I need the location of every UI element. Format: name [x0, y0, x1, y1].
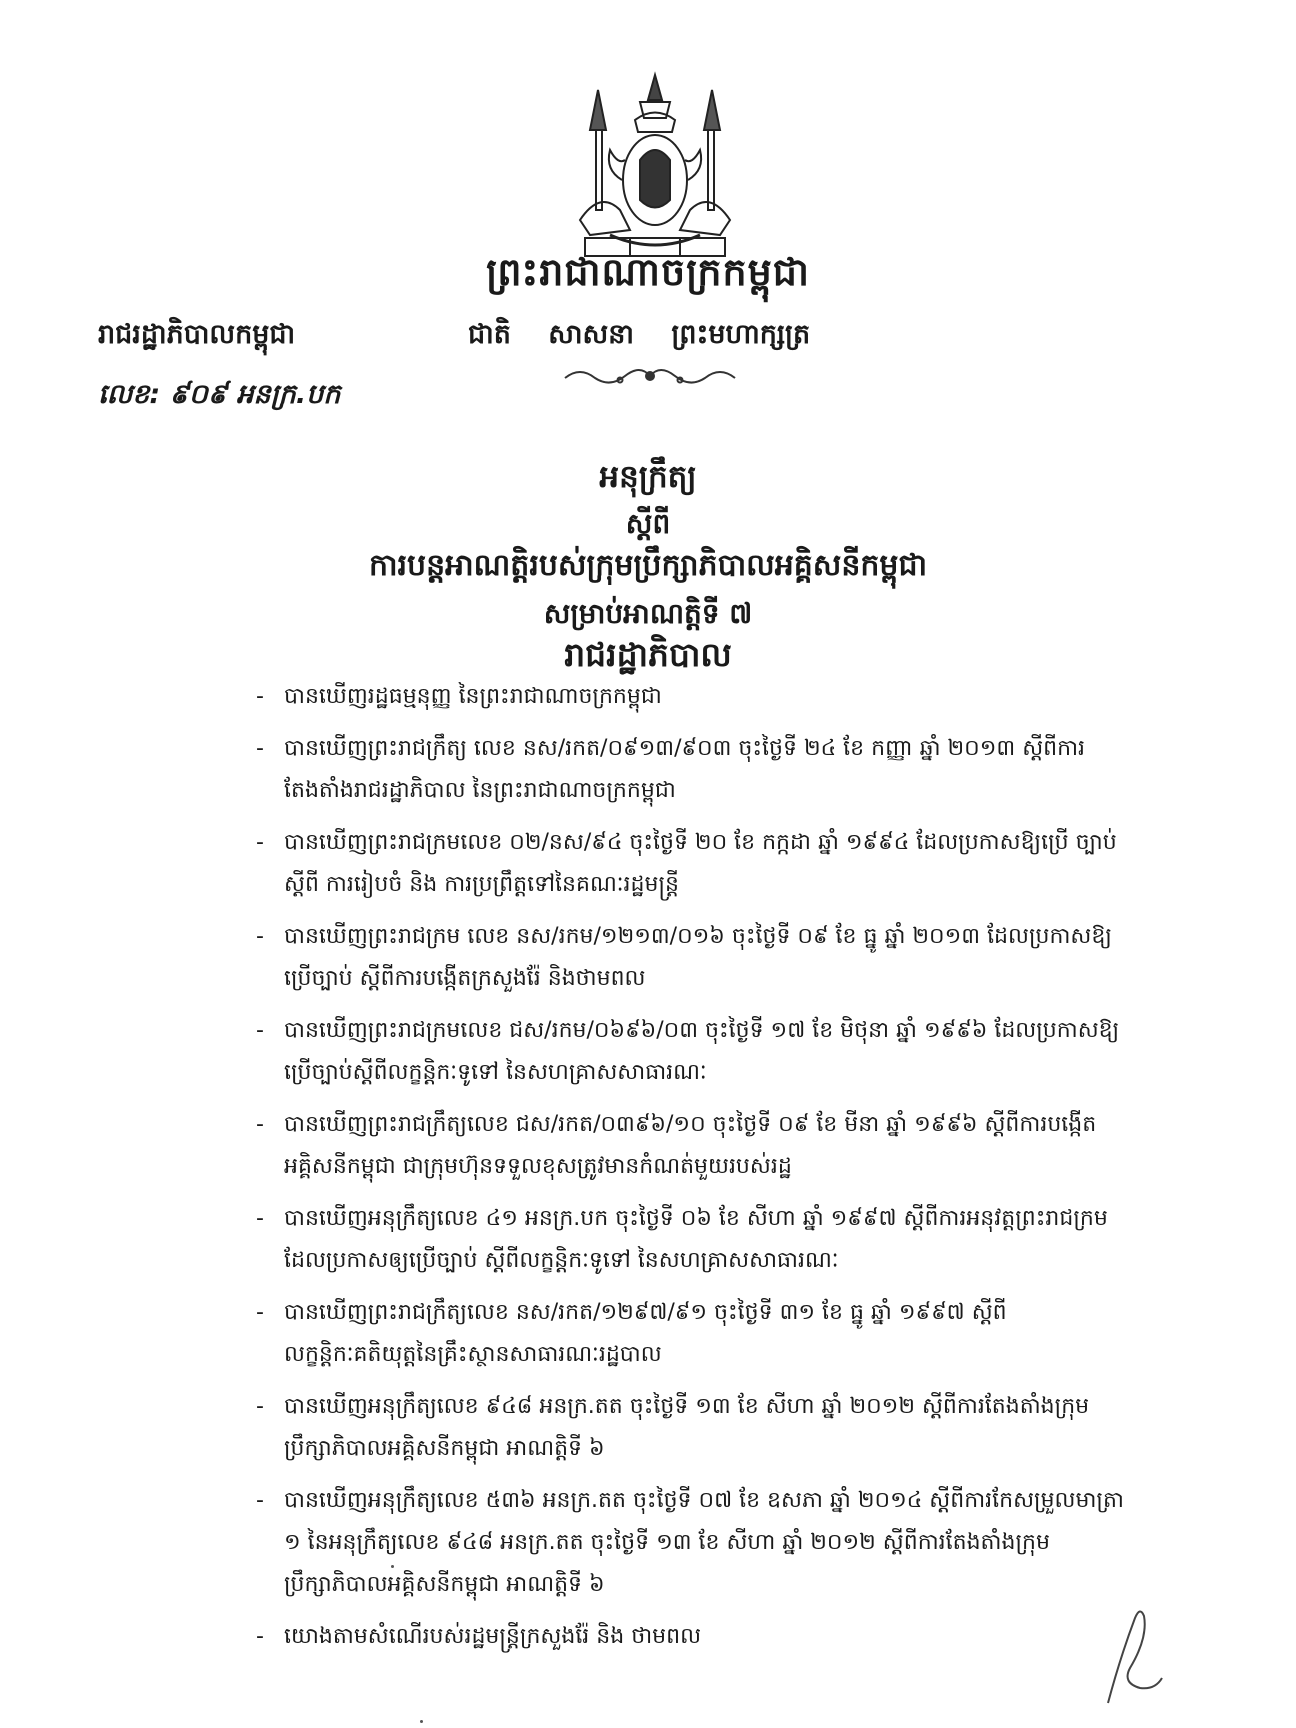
scan-speck [391, 1565, 394, 1568]
list-item: - បានឃើញព្រះរាជក្រឹត្យលេខ នស/រកត/១២៩៧/៩១ ចុះថ្ងៃទី ៣១ ខែ ធ្នូ ឆ្នាំ ១៩៩៧ ស្តីពីលក្ខន្តិកៈគតិយុត្តនៃគ្រឹះស្ថានសាធារណៈរដ្ឋបាល [256, 1300, 1007, 1367]
royal-coat-of-arms-icon [560, 70, 750, 265]
document-subject: ការបន្តអាណត្តិរបស់ក្រុមប្រឹក្សាភិបាលអគ្គិសនីកម្ពុជា [368, 548, 928, 583]
list-item: - បានឃើញព្រះរាជក្រមលេខ ជស/រកម/០៦៩៦/០៣ ចុះថ្ងៃទី ១៧ ខែ មិថុនា ឆ្នាំ ១៩៩៦ ដែលប្រកាសឱ្យប្រើច្បាប់ស្តីពីលក្ខន្តិកៈទូទៅ នៃសហគ្រាសសាធារណៈ [256, 1018, 1120, 1085]
government-name: រាជរដ្ឋាភិបាលកម្ពុជា [98, 319, 296, 350]
list-item: - បានឃើញអនុក្រឹត្យលេខ ៩៤៨ អនក្រ.តត ចុះថ្ងៃទី ១៣ ខែ សីហា ឆ្នាំ ២០១២ ស្តីពីការតែងតាំងក្រុមប្រឹក្សាភិបាលអគ្គិសនីកម្ពុជា អាណត្តិទី ៦ [256, 1394, 1090, 1461]
list-item: - បានឃើញរដ្ឋធម្មនុញ្ញ នៃព្រះរាជាណាចក្រកម្ពុជា [256, 684, 662, 709]
scan-speck [420, 1720, 423, 1723]
ornamental-divider-icon [560, 358, 740, 392]
handwritten-signature-icon [1100, 1598, 1170, 1708]
issuing-body: រាជរដ្ឋាភិបាល [564, 635, 732, 674]
national-motto: ជាតិ សាសនា ព្រះមហាក្សត្រ [468, 319, 811, 350]
list-item: - បានឃើញព្រះរាជក្រឹត្យលេខ ជស/រកត/០៣៩៦/១០ ចុះថ្ងៃទី ០៩ ខែ មីនា ឆ្នាំ ១៩៩៦ ស្តីពីការបង្កើតអគ្គិសនីកម្ពុជា ជាក្រុមហ៊ុនទទួលខុសត្រូវមានកំណត់មួយរបស់រដ្ឋ [256, 1112, 1097, 1179]
list-item: - បានឃើញអនុក្រឹត្យលេខ ៥៣៦ អនក្រ.តត ចុះថ្ងៃទី ០៧ ខែ ឧសភា ឆ្នាំ ២០១៤ ស្តីពីការកែសម្រួលមាត្រា ១ នៃអនុក្រឹត្យលេខ ៩៤៨ អនក្រ.តត ចុះថ្ងៃទី ១៣ ខែ សីហា ឆ្នាំ ២០១២ ស្តីពីការតែងតាំងក្រុមប្រឹក្សាភិបាលអគ្គិសនីកម្ពុជា អាណត្តិទី ៦ [256, 1488, 1124, 1597]
document-about: ស្តីពី [625, 507, 671, 540]
document-term: សម្រាប់អាណត្តិទី ៧ [543, 597, 753, 630]
list-item: - បានឃើញព្រះរាជក្រម លេខ នស/រកម/១២១៣/០១៦ ចុះថ្ងៃទី ០៩ ខែ ធ្នូ ឆ្នាំ ២០១៣ ដែលប្រកាសឱ្យប្រើច្បាប់ ស្តីពីការបង្កើតក្រសួងរ៉ែ និងថាមពល [256, 924, 1112, 991]
list-item: - បានឃើញព្រះរាជក្រឹត្យ លេខ នស/រកត/០៩១៣/៩០៣ ចុះថ្ងៃទី ២៤ ខែ កញ្ញា ឆ្នាំ ២០១៣ ស្តីពីការតែងតាំងរាជរដ្ឋាភិបាល នៃព្រះរាជាណាចក្រកម្ពុជា [256, 736, 1086, 803]
list-item: - យោងតាមសំណើរបស់រដ្ឋមន្ត្រីក្រសួងរ៉ែ និង ថាមពល [256, 1624, 702, 1649]
reference-number: លេខ: ៩០៩ អនក្រ.បក [98, 379, 341, 410]
preamble-list [256, 676, 1134, 1668]
document-type: អនុក្រឹត្យ [599, 459, 697, 495]
list-item: - បានឃើញអនុក្រឹត្យលេខ ៤១ អនក្រ.បក ចុះថ្ងៃទី ០៦ ខែ សីហា ឆ្នាំ ១៩៩៧ ស្តីពីការអនុវត្តព្រះរាជក្រម ដែលប្រកាសឲ្យប្រើច្បាប់ ស្តីពីលក្ខន្តិកៈទូទៅ នៃសហគ្រាសសាធារណៈ [256, 1206, 1108, 1273]
list-item: - បានឃើញព្រះរាជក្រមលេខ ០២/នស/៩៤ ចុះថ្ងៃទី ២០ ខែ កក្កដា ឆ្នាំ ១៩៩៤ ដែលប្រកាសឱ្យប្រើ ច្បាប់ស្តីពី ការរៀបចំ និង ការប្រព្រឹត្តទៅនៃគណៈរដ្ឋមន្ត្រី [256, 830, 1117, 897]
kingdom-title: ព្រះរាជាណាចក្រកម្ពុជា [486, 250, 810, 294]
